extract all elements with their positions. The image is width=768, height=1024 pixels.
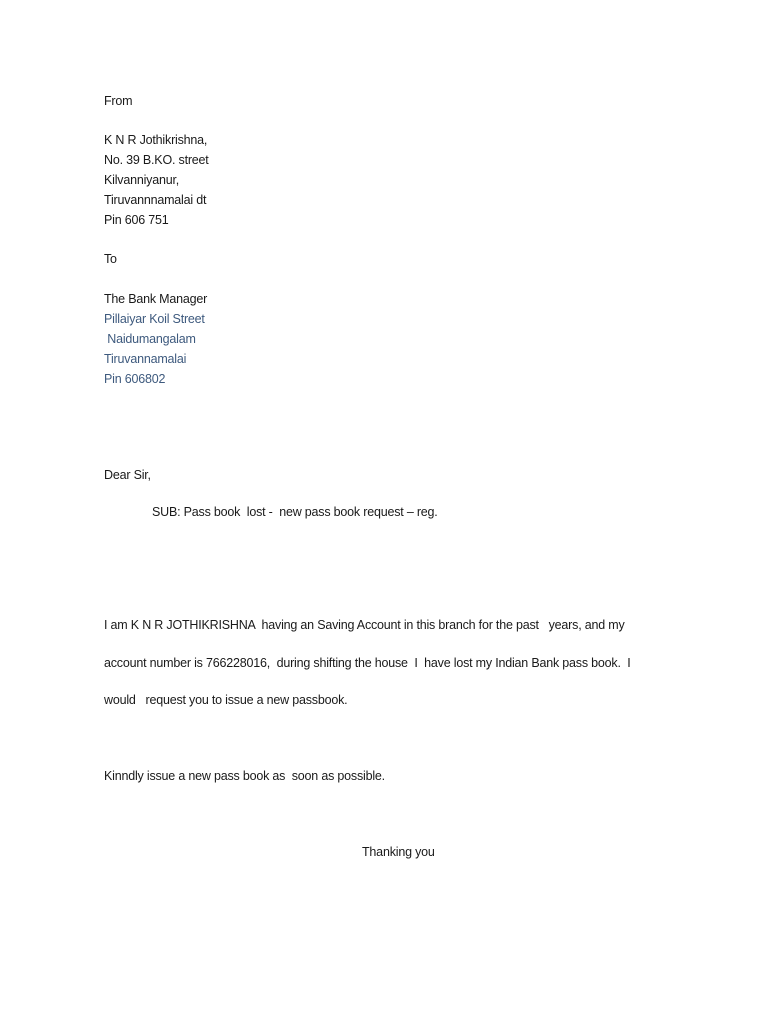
recipient-city: Tiruvannamalai xyxy=(104,352,187,366)
sender-name: K N R Jothikrishna, xyxy=(104,133,208,147)
salutation: Dear Sir, xyxy=(104,468,151,482)
to-label: To xyxy=(104,252,117,266)
sender-pin: Pin 606 751 xyxy=(104,213,169,227)
recipient-street: Pillaiyar Koil Street xyxy=(104,312,205,326)
subject-line: SUB: Pass book lost - new pass book request – reg. xyxy=(152,505,438,519)
recipient-locality: Naidumangalam xyxy=(104,332,196,346)
sender-district: Tiruvannnamalai dt xyxy=(104,193,207,207)
sign-off: Thanking you xyxy=(362,845,435,859)
sender-village: Kilvanniyanur, xyxy=(104,173,180,187)
body-line-2: account number is 766228016, during shifting the house I have lost my Indian Bank pass book. I xyxy=(104,656,631,670)
closing-request: Kinndly issue a new pass book as soon as possible. xyxy=(104,769,385,783)
from-label: From xyxy=(104,94,133,108)
recipient-pin: Pin 606802 xyxy=(104,372,166,386)
recipient-title: The Bank Manager xyxy=(104,292,208,306)
sender-street: No. 39 B.KO. street xyxy=(104,153,209,167)
body-line-1: I am K N R JOTHIKRISHNA having an Saving Account in this branch for the past years, and my xyxy=(104,618,625,632)
body-line-3: would request you to issue a new passbook. xyxy=(104,693,348,707)
